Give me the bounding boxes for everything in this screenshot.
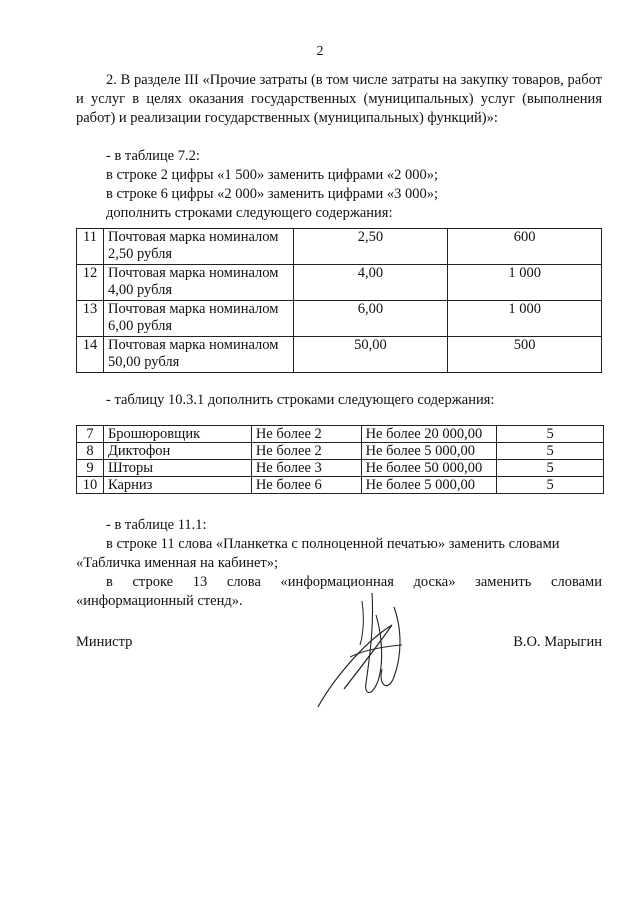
item-name: Почтовая марка номиналом 4,00 рубля — [103, 265, 293, 301]
table-row — [77, 301, 602, 337]
item-price: Не более 50 000,00 — [361, 460, 497, 477]
item-term: 5 — [497, 443, 604, 460]
row-number: 11 — [77, 229, 104, 265]
item-term: 5 — [497, 426, 604, 443]
table-row — [77, 337, 602, 373]
item-name: Шторы — [103, 460, 251, 477]
item-quantity: 500 — [448, 337, 602, 373]
signer-name: В.О. Марыгин — [513, 634, 602, 650]
item-count: Не более 2 — [251, 443, 361, 460]
page-number: 2 — [316, 44, 324, 59]
signer-title: Министр — [76, 634, 133, 650]
item-term: 5 — [497, 460, 604, 477]
intro-paragraph: 2. В разделе III «Прочие затраты (в том числе затраты на закупку товаров, работ и услуг в целях оказания государственных (муниципальных) услуг (выполнения работ) и реализации государственных (муниципальных) функций)»: — [76, 72, 602, 126]
table-11-1-change-2-line-1: в строке 13 слова «информационная доска» заменить словами — [106, 574, 602, 590]
table-row — [77, 460, 604, 477]
item-name: Почтовая марка номиналом 2,50 рубля — [103, 229, 293, 265]
row-number: 12 — [77, 265, 104, 301]
item-price: Не более 20 000,00 — [361, 426, 497, 443]
item-name: Брошюровщик — [103, 426, 251, 443]
item-name: Карниз — [103, 477, 251, 494]
item-quantity: 1 000 — [448, 265, 602, 301]
item-count: Не более 2 — [251, 426, 361, 443]
table-row — [77, 426, 604, 443]
table-7-2-change-1: в строке 2 цифры «1 500» заменить цифрами «2 000»; — [106, 167, 439, 183]
table-11-1-heading: - в таблице 11.1: — [106, 517, 207, 533]
item-name: Диктофон — [103, 443, 251, 460]
table-row — [77, 477, 604, 494]
handwritten-signature — [290, 585, 430, 715]
table-7-2-change-2: в строке 6 цифры «2 000» заменить цифрами «3 000»; — [106, 186, 439, 202]
item-term: 5 — [497, 477, 604, 494]
row-number: 10 — [77, 477, 104, 494]
item-name: Почтовая марка номиналом 6,00 рубля — [103, 301, 293, 337]
row-number: 14 — [77, 337, 104, 373]
item-name: Почтовая марка номиналом 50,00 рубля — [103, 337, 293, 373]
row-number: 8 — [77, 443, 104, 460]
table-7-2-heading: - в таблице 7.2: — [106, 148, 200, 164]
table-row — [77, 443, 604, 460]
postage-stamps-table — [76, 228, 602, 373]
row-number: 9 — [77, 460, 104, 477]
table-11-1-change-1-line-1: в строке 11 слова «Планкетка с полноценной печатью» заменить словами — [106, 536, 560, 552]
row-number: 13 — [77, 301, 104, 337]
table-7-2-add: дополнить строками следующего содержания: — [106, 205, 393, 221]
item-price: 2,50 — [293, 229, 448, 265]
table-row — [77, 229, 602, 265]
item-price: 6,00 — [293, 301, 448, 337]
row-number: 7 — [77, 426, 104, 443]
item-quantity: 1 000 — [448, 301, 602, 337]
item-price: Не более 5 000,00 — [361, 443, 497, 460]
item-price: 50,00 — [293, 337, 448, 373]
table-11-1-change-2-line-2: «информационный стенд». — [76, 593, 243, 609]
table-row — [77, 265, 602, 301]
table-10-3-1-heading: - таблицу 10.3.1 дополнить строками следующего содержания: — [106, 392, 495, 408]
table-11-1-change-1-line-2: «Табличка именная на кабинет»; — [76, 555, 279, 571]
item-count: Не более 3 — [251, 460, 361, 477]
item-price: 4,00 — [293, 265, 448, 301]
item-price: Не более 5 000,00 — [361, 477, 497, 494]
item-count: Не более 6 — [251, 477, 361, 494]
equipment-table — [76, 425, 604, 494]
item-quantity: 600 — [448, 229, 602, 265]
